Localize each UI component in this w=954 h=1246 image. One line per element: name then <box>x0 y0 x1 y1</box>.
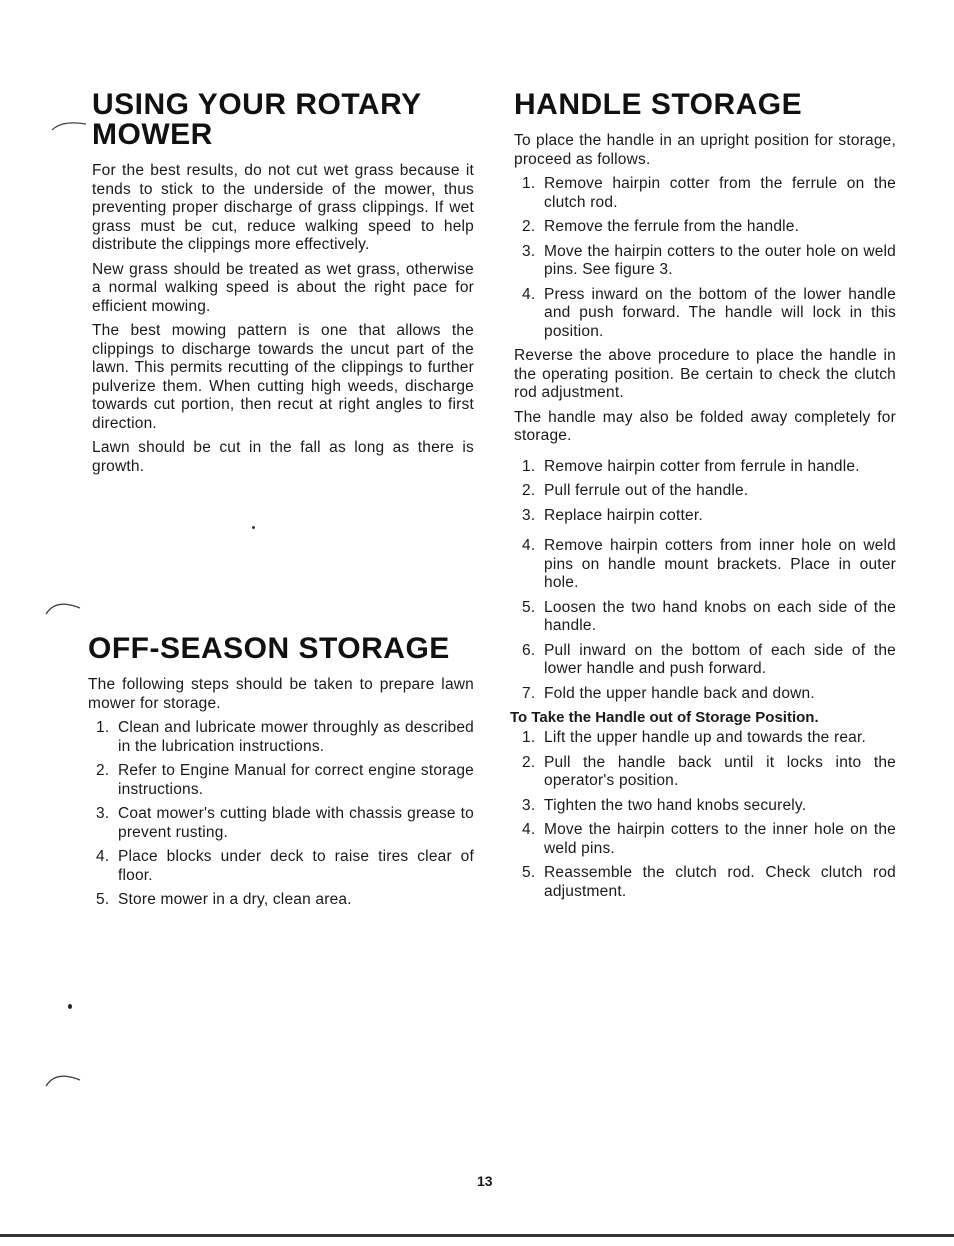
scan-mark <box>44 1068 84 1088</box>
step-number: 3. <box>96 805 110 822</box>
step-number: 3. <box>522 242 536 260</box>
step-number: 6. <box>522 641 536 659</box>
list-item <box>514 685 896 704</box>
upright-steps <box>514 175 896 341</box>
step-number: 1. <box>522 729 536 746</box>
step-text: Tighten the two hand knobs securely. <box>544 796 807 814</box>
scan-dot <box>252 526 255 529</box>
step-text: Remove hairpin cotter from ferrule in handle. <box>544 457 860 475</box>
step-text: Place blocks under deck to raise tires clear of floor. <box>118 848 474 884</box>
list-item <box>514 821 896 858</box>
step-number: 5. <box>96 891 110 908</box>
rotary-paragraph: New grass should be treated as wet grass, otherwise a normal walking speed is about the right pace for efficient mowing. <box>92 260 474 315</box>
list-item <box>514 243 896 280</box>
handle-storage-heading: HANDLE STORAGE <box>514 88 803 121</box>
step-text: Remove hairpin cotter from the ferrule on the clutch rod. <box>544 175 896 211</box>
rotary-paragraph: For the best results, do not cut wet grass because it tends to stick to the underside of the mower, thus preventing proper discharge of grass clippings. If wet grass must be cut, reduce walking speed to help distribute the clippings more effectively. <box>92 162 474 253</box>
step-text: Move the hairpin cotters to the outer hole on weld pins. See figure 3. <box>544 242 896 278</box>
step-number: 2. <box>522 482 536 499</box>
step-text: Clean and lubricate mower throughly as described in the lubrication instructions. <box>118 719 474 755</box>
rotary-paragraph: The best mowing pattern is one that allows the clippings to discharge towards the uncut part of the lawn. This permits recutting of the clippings to further pulverize them. When cutting high weeds, discharge towards cut portion, then recut at right angles to first direction. <box>92 322 474 432</box>
step-number: 7. <box>522 684 536 702</box>
list-item <box>514 507 896 526</box>
off-season-section <box>88 634 474 916</box>
step-text: Press inward on the bottom of the lower handle and push forward. The handle will lock in this position. <box>544 285 896 340</box>
step-text: Refer to Engine Manual for correct engine storage instructions. <box>118 762 474 798</box>
step-text: Fold the upper handle back and down. <box>544 684 815 702</box>
step-number: 2. <box>522 218 536 235</box>
step-text: Store mower in a dry, clean area. <box>118 891 352 908</box>
step-text: Replace hairpin cotter. <box>544 506 703 524</box>
reverse-paragraph: Reverse the above procedure to place the handle in the operating position. Be certain to check the clutch rod adjustment. <box>514 347 896 401</box>
handle-storage-section <box>510 88 896 907</box>
list-item <box>88 762 474 799</box>
step-number: 1. <box>96 719 110 736</box>
rotary-heading-line2: MOWER <box>92 118 213 151</box>
off-season-heading: OFF-SEASON STORAGE <box>88 632 450 665</box>
step-number: 4. <box>96 848 110 865</box>
step-number: 4. <box>522 285 536 303</box>
list-item <box>514 599 896 636</box>
step-number: 3. <box>522 506 536 524</box>
rotary-heading-line1: USING YOUR ROTARY <box>92 88 422 121</box>
list-item <box>514 729 896 748</box>
step-number: 4. <box>522 537 536 554</box>
list-item <box>514 218 896 237</box>
list-item <box>514 537 896 593</box>
list-item <box>88 719 474 756</box>
step-text: Remove hairpin cotters from inner hole on weld pins on handle mount brackets. Place in outer hole. <box>544 537 896 591</box>
step-text: Coat mower's cutting blade with chassis grease to prevent rusting. <box>118 805 474 841</box>
step-number: 5. <box>522 598 536 616</box>
step-text: Pull inward on the bottom of each side of the lower handle and push forward. <box>544 641 896 677</box>
out-of-storage-subheading: To Take the Handle out of Storage Position. <box>510 709 819 726</box>
step-text: Reassemble the clutch rod. Check clutch rod adjustment. <box>544 864 896 900</box>
scan-mark <box>44 596 84 616</box>
step-text: Move the hairpin cotters to the inner hole on the weld pins. <box>544 821 896 857</box>
rotary-paragraph: Lawn should be cut in the fall as long as there is growth. <box>92 439 474 475</box>
out-of-storage-steps <box>514 729 896 901</box>
step-text: Lift the upper handle up and towards the rear. <box>544 729 867 746</box>
bottom-rule <box>0 1234 954 1237</box>
step-number: 4. <box>522 821 536 838</box>
step-number: 5. <box>522 864 536 881</box>
list-item <box>514 864 896 901</box>
off-season-intro: The following steps should be taken to prepare lawn mower for storage. <box>88 676 474 712</box>
page-number: 13 <box>477 1173 493 1189</box>
fold-steps <box>514 458 896 704</box>
step-text: Pull the handle back until it locks into the operator's position. <box>544 753 896 789</box>
list-item <box>514 797 896 816</box>
list-item <box>514 482 896 501</box>
step-number: 2. <box>522 753 536 771</box>
list-item <box>514 286 896 342</box>
step-number: 1. <box>522 175 536 192</box>
folded-paragraph: The handle may also be folded away completely for storage. <box>514 408 896 444</box>
step-text: Remove the ferrule from the handle. <box>544 218 800 235</box>
scan-mark <box>50 118 90 132</box>
scan-dot <box>68 1004 72 1009</box>
list-item <box>514 175 896 212</box>
list-item <box>88 848 474 885</box>
step-number: 2. <box>96 762 110 779</box>
handle-storage-intro: To place the handle in an upright position for storage, proceed as follows. <box>514 132 896 168</box>
step-number: 1. <box>522 457 536 475</box>
step-text: Pull ferrule out of the handle. <box>544 482 749 499</box>
list-item <box>514 458 896 477</box>
rotary-mower-section <box>92 90 474 482</box>
off-season-steps <box>88 719 474 910</box>
step-text: Loosen the two hand knobs on each side of the handle. <box>544 598 896 634</box>
rotary-heading <box>92 90 474 150</box>
list-item <box>88 891 474 910</box>
list-item <box>514 642 896 679</box>
list-item <box>88 805 474 842</box>
step-number: 3. <box>522 796 536 814</box>
list-item <box>514 754 896 791</box>
